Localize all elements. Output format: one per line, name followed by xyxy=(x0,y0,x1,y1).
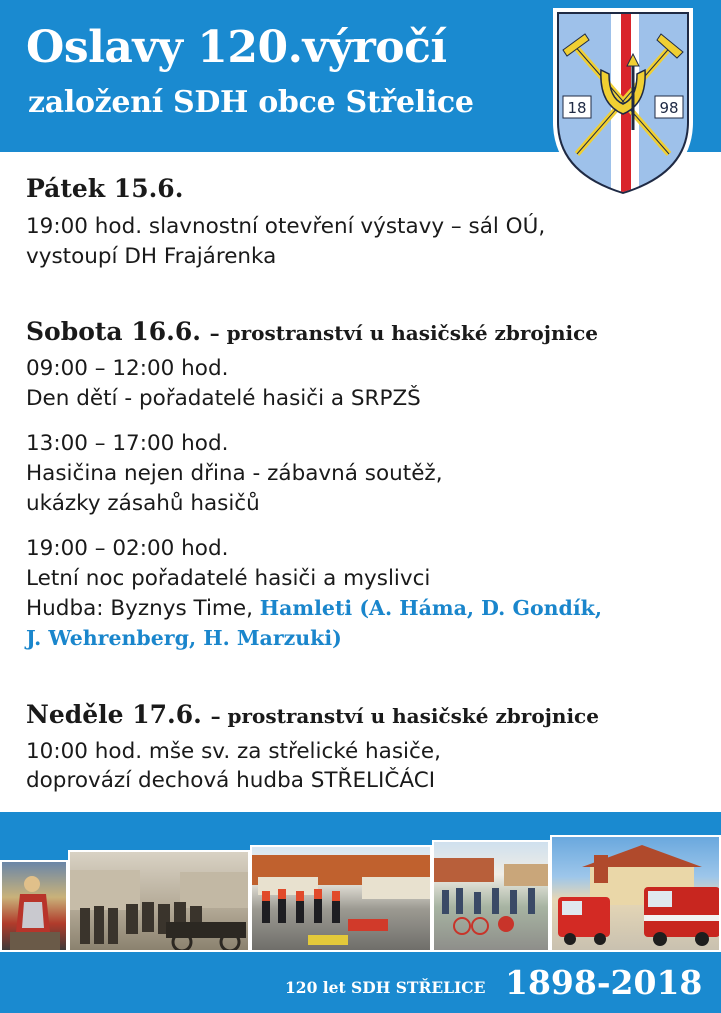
saturday-desc-3: Letní noc pořadatelé hasiči a myslivci xyxy=(26,566,431,591)
friday-line-2: vystoupí DH Frajárenka xyxy=(26,244,277,269)
sunday-line-2: doprovází dechová hudba STŘELIČÁCI xyxy=(26,768,436,793)
children-demonstration-photo xyxy=(432,840,550,952)
music-highlight-1: Hamleti (A. Háma, D. Gondík, xyxy=(259,596,602,620)
fire-station-trucks-photo xyxy=(550,835,721,952)
title-line-2: založení SDH obce Střelice xyxy=(28,85,474,120)
emblem-year-left: 18 xyxy=(567,99,587,117)
historic-fire-brigade-photo xyxy=(68,850,250,952)
saturday-time-2: 13:00 – 17:00 hod. xyxy=(26,431,229,456)
sunday-place: – prostranství u hasičské zbrojnice xyxy=(210,704,599,728)
saturday-day: Sobota 16.6. xyxy=(26,317,201,346)
saturday-heading xyxy=(26,319,598,344)
saturday-time-3: 19:00 – 02:00 hod. xyxy=(26,536,229,561)
saint-florian-painting xyxy=(0,860,68,952)
firefighting-competition-photo xyxy=(250,845,432,952)
music-prefix: Hudba: Byznys Time, xyxy=(26,596,253,621)
friday-heading: Pátek 15.6. xyxy=(26,174,184,203)
fire-brigade-emblem-icon xyxy=(549,4,697,198)
footer-label: 120 let SDH STŘELICE xyxy=(285,978,486,997)
saturday-desc-2b: ukázky zásahů hasičů xyxy=(26,491,260,516)
saturday-desc-2a: Hasičina nejen dřina - zábavná soutěž, xyxy=(26,461,443,486)
title-line-1: Oslavy 120.výročí xyxy=(26,22,447,73)
saturday-music-line xyxy=(26,598,602,620)
music-highlight-2: J. Wehrenberg, H. Marzuki) xyxy=(26,626,342,650)
saturday-time-1: 09:00 – 12:00 hod. xyxy=(26,356,229,381)
saturday-place: – prostranství u hasičské zbrojnice xyxy=(209,321,599,345)
friday-line-1: 19:00 hod. slavnostní otevření výstavy – sál OÚ, xyxy=(26,214,546,239)
emblem-year-right: 98 xyxy=(659,99,679,117)
saturday-desc-1: Den dětí - pořadatelé hasiči a SRPZŠ xyxy=(26,386,421,411)
sunday-line-1: 10:00 hod. mše sv. za střelické hasiče, xyxy=(26,739,441,764)
sunday-heading xyxy=(26,702,599,727)
footer-years: 1898-2018 xyxy=(505,963,703,1002)
sunday-day: Neděle 17.6. xyxy=(26,700,202,729)
